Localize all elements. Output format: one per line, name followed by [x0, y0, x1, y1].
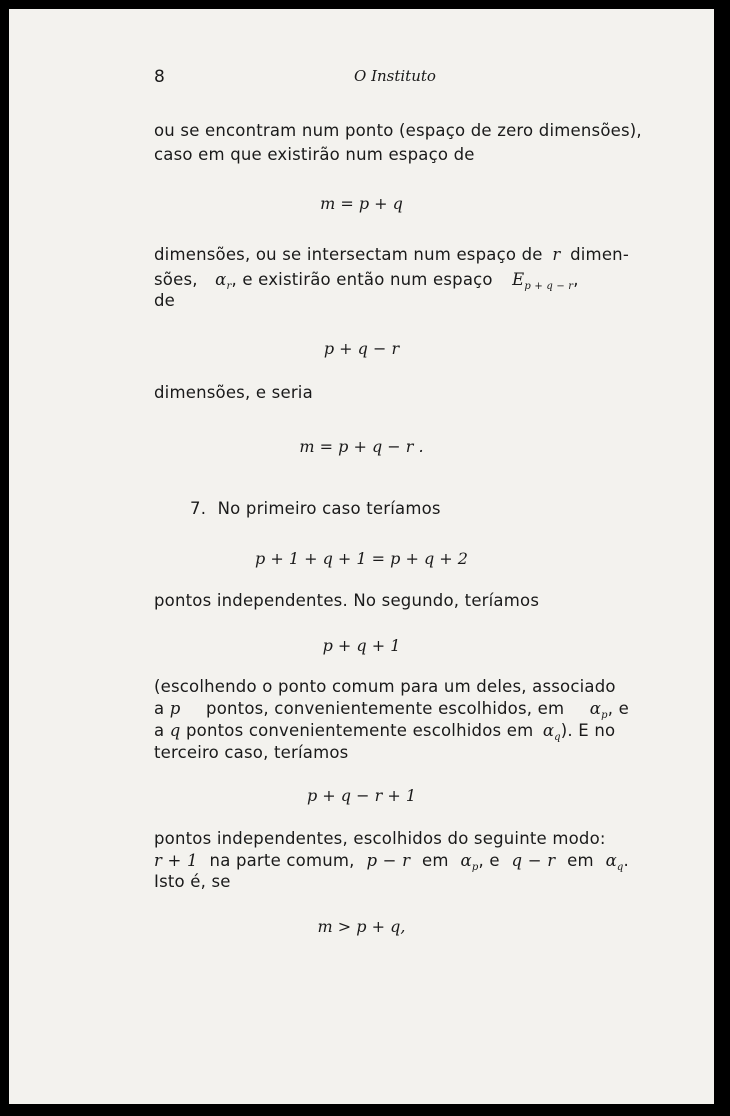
math-alpha: α [460, 851, 472, 870]
math-var: q [169, 721, 181, 740]
section-number: 7. [190, 499, 207, 518]
math-alpha: α [589, 699, 602, 718]
equation: p + q − r + 1 [306, 786, 417, 805]
paragraph-line: caso em que existirão num espaço de [154, 145, 475, 164]
paragraph-line [154, 851, 629, 873]
math-expr: r + 1 [154, 851, 198, 870]
text: , [573, 270, 579, 289]
text: No primeiro caso teríamos [217, 499, 441, 518]
paragraph-line: pontos independentes, escolhidos do seguinte modo: [154, 829, 606, 848]
paragraph-line [154, 245, 629, 264]
equation: m = p + q − r . [299, 437, 424, 456]
math-var: r [552, 245, 561, 264]
text: na parte comum, [209, 851, 355, 870]
text: em [422, 851, 449, 870]
paragraph-line: terceiro caso, teríamos [154, 743, 349, 762]
math-subscript: r [226, 281, 232, 292]
text: , e existirão então num espaço [231, 270, 493, 289]
paragraph-line [154, 270, 579, 292]
math-space-E: E [512, 270, 525, 289]
math-var: p [169, 699, 181, 718]
text: sões, [154, 270, 198, 289]
paragraph-line: pontos independentes. No segundo, teríamos [154, 591, 540, 610]
paragraph-line: Isto é, se [154, 872, 231, 891]
equation: m > p + q, [317, 917, 406, 936]
running-header-title: O Instituto [354, 67, 436, 85]
text: pontos convenientemente escolhidos em [185, 721, 534, 740]
paragraph-line [154, 699, 629, 721]
math-expr: q − r [511, 851, 556, 870]
paragraph-line: (escolhendo o ponto comum para um deles, associado [154, 677, 616, 696]
text: ). E no [560, 721, 616, 740]
document-page [9, 9, 714, 1104]
math-alpha: α [605, 851, 617, 870]
equation: m = p + q [320, 194, 403, 213]
equation: p + q + 1 [322, 636, 401, 655]
equation: p + 1 + q + 1 = p + q + 2 [255, 549, 468, 568]
math-alpha: α [542, 721, 555, 740]
text: dimensões, ou se intersectam num espaço de [154, 245, 543, 264]
text: . [623, 851, 629, 870]
math-subscript: p + q − r [524, 281, 574, 292]
text: em [567, 851, 594, 870]
math-subscript: q [554, 732, 561, 743]
text: a [154, 721, 165, 740]
paragraph-line: dimensões, e seria [154, 383, 313, 402]
text: , e [607, 699, 629, 718]
math-subscript: p [601, 710, 608, 721]
text: pontos, convenientemente escolhidos, em [206, 699, 565, 718]
math-alpha: α [215, 270, 227, 289]
math-subscript: q [616, 862, 624, 873]
text: dimen- [570, 245, 629, 264]
math-expr: p − r [366, 851, 411, 870]
math-subscript: p [471, 862, 479, 873]
text: , e [478, 851, 500, 870]
paragraph-line [154, 721, 615, 743]
page-number: 8 [154, 67, 165, 87]
equation: p + q − r [323, 339, 400, 358]
section-line [190, 499, 441, 518]
text: a [154, 699, 165, 718]
paragraph-line: de [154, 291, 176, 310]
paragraph-line: ou se encontram num ponto (espaço de zero dimensões), [154, 121, 642, 140]
